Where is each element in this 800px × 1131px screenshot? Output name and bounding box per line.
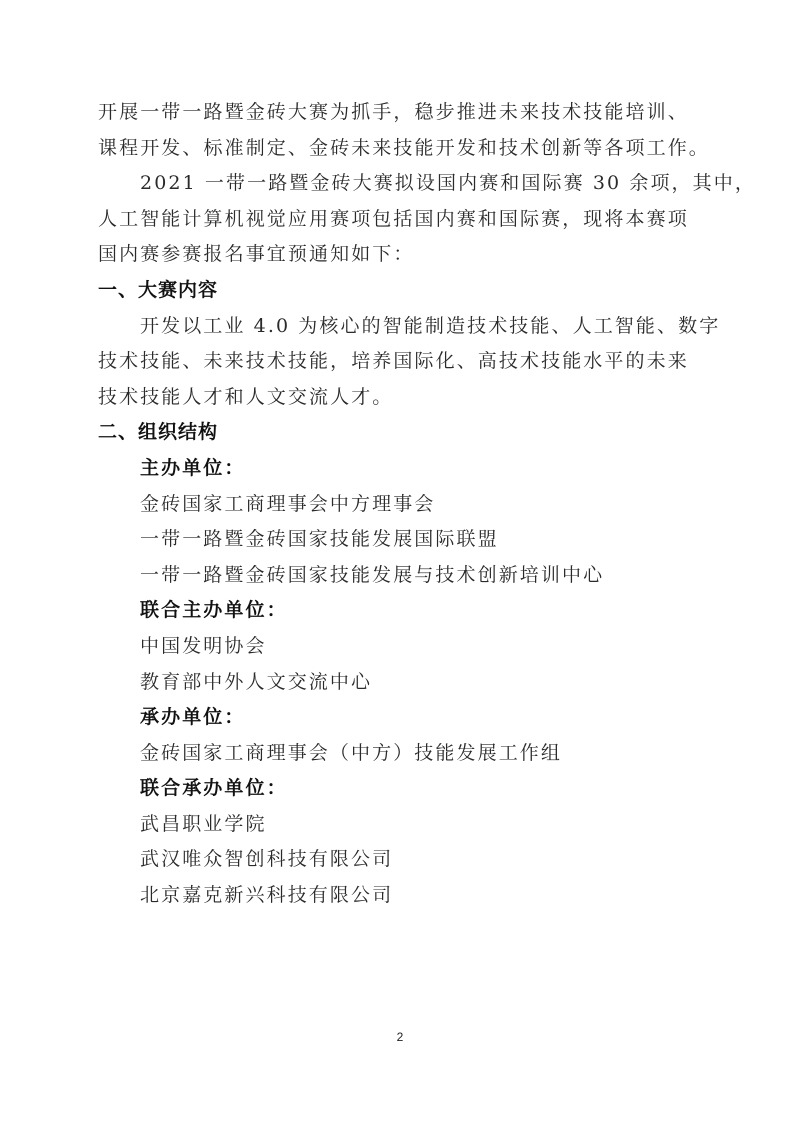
paragraph-line: 技术技能人才和人文交流人才。 bbox=[98, 385, 394, 408]
org-group-co-host bbox=[98, 593, 708, 700]
org-item: 一带一路暨金砖国家技能发展国际联盟 bbox=[140, 528, 499, 551]
section-organization-structure bbox=[98, 415, 708, 913]
paragraph-line: 2021 一带一路暨金砖大赛拟设国内赛和国际赛 30 余项，其中， bbox=[140, 172, 756, 195]
org-group-co-organizer bbox=[98, 771, 708, 913]
org-group-host bbox=[98, 451, 708, 593]
notice-paragraph bbox=[98, 166, 756, 273]
paragraph-line: 开展一带一路暨金砖大赛为抓手，稳步推进未来技术技能培训、 bbox=[98, 101, 689, 123]
org-item: 北京嘉克新兴科技有限公司 bbox=[140, 884, 394, 907]
section-heading: 二、组织结构 bbox=[98, 421, 219, 444]
section-competition-content bbox=[98, 273, 721, 415]
paragraph-line: 开发以工业 4.0 为核心的智能制造技术技能、人工智能、数字 bbox=[140, 314, 721, 337]
org-group-label: 主办单位： bbox=[140, 456, 246, 479]
org-item: 中国发明协会 bbox=[140, 634, 267, 657]
org-item: 金砖国家工商理事会（中方）技能发展工作组 bbox=[140, 741, 563, 764]
paragraph-line: 人工智能计算机视觉应用赛项包括国内赛和国际赛，现将本赛项 bbox=[98, 207, 689, 230]
org-item: 教育部中外人文交流中心 bbox=[140, 670, 373, 693]
org-item: 武昌职业学院 bbox=[140, 812, 267, 835]
org-item: 金砖国家工商理事会中方理事会 bbox=[140, 492, 436, 515]
org-item: 武汉唯众智创科技有限公司 bbox=[140, 848, 394, 871]
org-group-organizer bbox=[98, 700, 708, 771]
paragraph-line: 技术技能、未来技术技能，培养国际化、高技术技能水平的未来 bbox=[98, 350, 689, 373]
org-group-label: 联合承办单位： bbox=[140, 777, 288, 800]
page-content bbox=[98, 95, 756, 914]
paragraph-line: 课程开发、标准制定、金砖未来技能开发和技术创新等各项工作。 bbox=[98, 136, 710, 159]
org-item: 一带一路暨金砖国家技能发展与技术创新培训中心 bbox=[140, 563, 605, 586]
org-group-label: 联合主办单位： bbox=[140, 599, 288, 622]
section-heading: 一、大赛内容 bbox=[98, 278, 219, 301]
page-number: 2 bbox=[396, 1030, 404, 1044]
org-group-label: 承办单位： bbox=[140, 706, 246, 729]
paragraph-line: 国内赛参赛报名事宜预通知如下： bbox=[98, 243, 415, 266]
intro-paragraph bbox=[98, 95, 708, 166]
